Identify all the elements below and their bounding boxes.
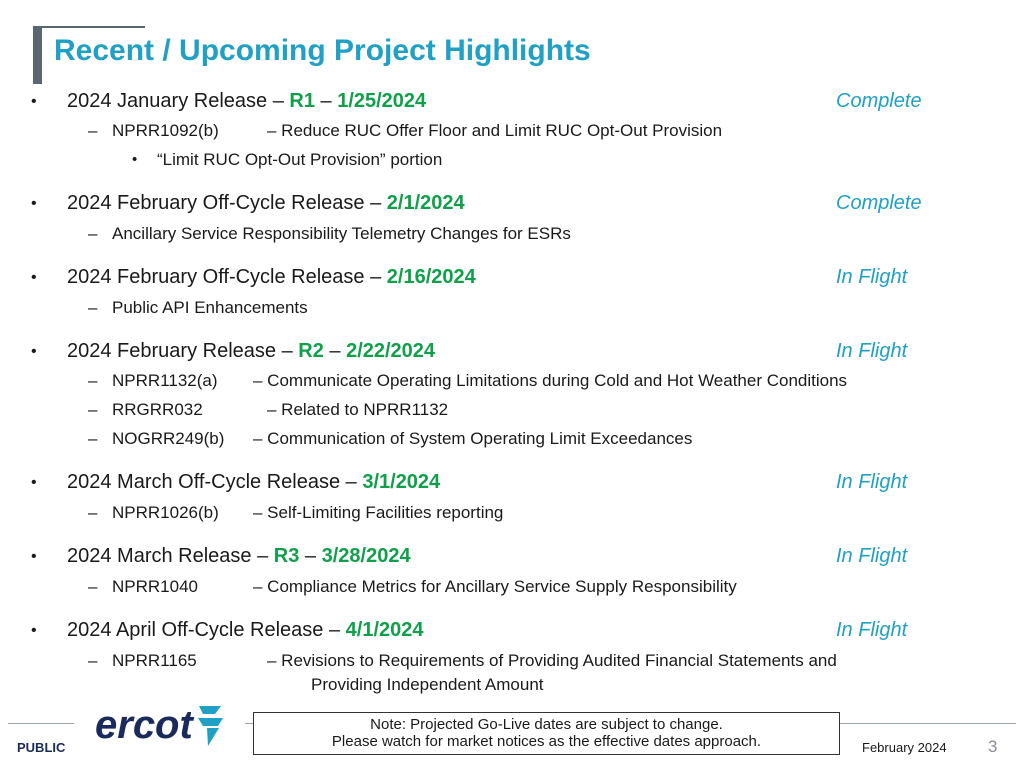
release-name: 2024 March Off-Cycle Release – <box>67 471 363 493</box>
dash: – <box>88 503 98 522</box>
bullet: • <box>31 93 37 110</box>
release-date: 2/16/2024 <box>386 266 476 288</box>
dash: – <box>88 224 98 243</box>
separator: – <box>299 545 322 567</box>
item-description: – Compliance Metrics for Ancillary Service Supply Responsibility <box>253 577 737 596</box>
logo-wordmark: ercot <box>95 703 193 747</box>
release-name: 2024 March Release – <box>67 545 274 567</box>
bullet: • <box>132 151 138 168</box>
item-code: NPRR1092(b) <box>112 121 219 140</box>
bullet: • <box>31 343 37 360</box>
item-description: – Self-Limiting Facilities reporting <box>253 503 504 522</box>
sub-item: “Limit RUC Opt-Out Provision” portion <box>157 150 443 169</box>
footer-rule-mid <box>245 723 253 724</box>
release-code: R1 <box>289 90 315 112</box>
release-name: 2024 January Release – <box>67 90 290 112</box>
release-status: In Flight <box>836 266 908 288</box>
dash: – <box>88 577 98 596</box>
separator: – <box>314 90 338 112</box>
item-code: NPRR1040 <box>112 577 198 596</box>
release-name: 2024 February Release – <box>67 340 299 362</box>
bullet: • <box>31 474 37 491</box>
release-name: 2024 February Off-Cycle Release – <box>67 192 387 214</box>
item-description: – Revisions to Requirements of Providing Audited Financial Statements and <box>267 651 837 670</box>
release-heading <box>67 619 424 642</box>
classification-label: PUBLIC <box>17 740 66 755</box>
item-text: Public API Enhancements <box>112 298 308 317</box>
release-heading <box>67 266 476 289</box>
item-description: – Communicate Operating Limitations during Cold and Hot Weather Conditions <box>253 371 848 390</box>
separator: – <box>323 340 347 362</box>
release-name: 2024 February Off-Cycle Release – <box>67 266 387 288</box>
bullet: • <box>31 548 37 565</box>
release-heading <box>67 471 440 494</box>
release-status: In Flight <box>836 619 908 641</box>
lightning-bolt-icon <box>198 706 223 746</box>
footer-rule-right <box>840 723 1016 724</box>
title-accent-bar <box>33 26 42 84</box>
item-code: NOGRR249(b) <box>112 429 225 448</box>
dash: – <box>88 429 98 448</box>
item-text: Ancillary Service Responsibility Telemetry Changes for ESRs <box>112 224 571 243</box>
ercot-logo <box>95 700 227 753</box>
release-date: 4/1/2024 <box>345 619 424 641</box>
release-heading <box>67 545 411 568</box>
item-description: – Communication of System Operating Limit Exceedances <box>253 429 693 448</box>
item-description-continued: Providing Independent Amount <box>311 675 544 694</box>
release-date: 3/28/2024 <box>321 545 411 567</box>
dash: – <box>88 371 98 390</box>
release-date: 2/22/2024 <box>346 340 436 362</box>
bullet: • <box>31 622 37 639</box>
item-code: NPRR1165 <box>112 651 197 670</box>
title-accent-rule <box>42 26 145 28</box>
item-code: NPRR1026(b) <box>112 503 219 522</box>
release-status: In Flight <box>836 471 908 493</box>
release-status: In Flight <box>836 340 908 362</box>
note-line-1: Note: Projected Go-Live dates are subject to change. <box>370 716 723 733</box>
item-code: RRGRR032 <box>112 400 203 419</box>
go-live-note <box>253 712 840 755</box>
release-heading <box>67 90 426 113</box>
release-date: 2/1/2024 <box>386 192 465 214</box>
release-code: R2 <box>298 340 324 362</box>
bullet: • <box>31 269 37 286</box>
dash: – <box>88 651 98 670</box>
footer-rule-left <box>8 723 74 724</box>
bullet: • <box>31 195 37 212</box>
release-heading <box>67 340 435 363</box>
slide-title: Recent / Upcoming Project Highlights <box>54 34 591 67</box>
item-description: – Related to NPRR1132 <box>267 400 449 419</box>
footer-date: February 2024 <box>862 740 947 755</box>
item-code: NPRR1132(a) <box>112 371 218 390</box>
item-description: – Reduce RUC Offer Floor and Limit RUC Opt-Out Provision <box>267 121 723 140</box>
release-heading <box>67 192 465 215</box>
release-code: R3 <box>273 545 300 567</box>
note-line-2: Please watch for market notices as the effective dates approach. <box>331 733 762 750</box>
dash: – <box>88 400 98 419</box>
release-date: 3/1/2024 <box>362 471 441 493</box>
release-status: In Flight <box>836 545 908 567</box>
release-status: Complete <box>836 192 922 214</box>
release-date: 1/25/2024 <box>337 90 427 112</box>
release-name: 2024 April Off-Cycle Release – <box>67 619 346 641</box>
dash: – <box>88 121 98 140</box>
dash: – <box>88 298 98 317</box>
release-status: Complete <box>836 90 922 112</box>
page-number: 3 <box>988 737 998 756</box>
